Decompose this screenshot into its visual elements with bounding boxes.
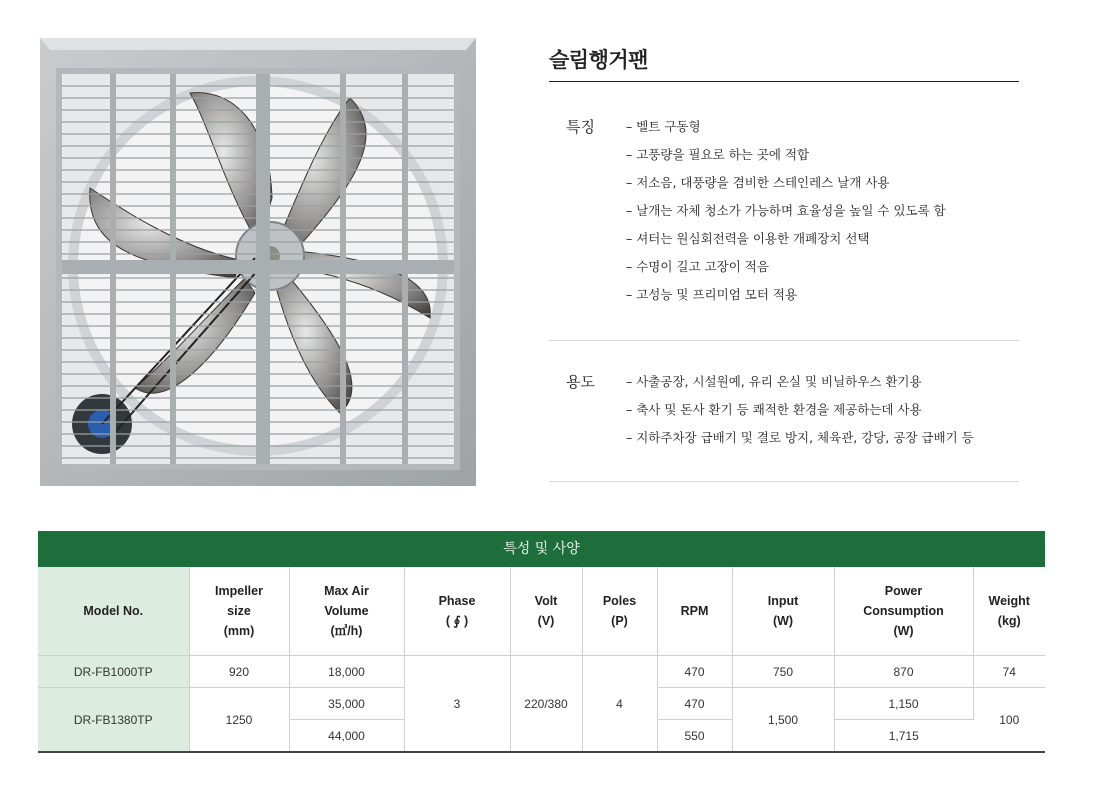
- header-rpm: RPM: [657, 567, 732, 656]
- cell-input: 750: [732, 656, 834, 688]
- table-row: [38, 656, 1045, 688]
- spec-table-title: 특성 및 사양: [38, 531, 1045, 567]
- usage-label: 용도: [566, 373, 595, 391]
- cell-input: 1,500: [732, 688, 834, 753]
- header-air-volume: Max Air Volume (㎥/h): [289, 567, 404, 656]
- section-divider: [549, 481, 1019, 482]
- cell-rpm: 550: [657, 720, 732, 753]
- header-weight: Weight (kg): [973, 567, 1045, 656]
- header-volt: Volt (V): [510, 567, 582, 656]
- cell-air-volume: 18,000: [289, 656, 404, 688]
- features-list: [626, 120, 946, 316]
- usage-list: [626, 375, 974, 459]
- feature-item: – 날개는 자체 청소가 가능하며 효율성을 높일 수 있도록 함: [626, 203, 946, 218]
- table-header-row: [38, 567, 1045, 656]
- feature-item: – 셔터는 원심회전력을 이용한 개폐장치 선택: [626, 231, 870, 246]
- cell-impeller: 1250: [189, 688, 289, 753]
- section-divider: [549, 340, 1019, 341]
- features-label: 특징: [566, 118, 595, 136]
- cell-model: DR-FB1380TP: [38, 688, 189, 753]
- cell-phase: 3: [404, 656, 510, 753]
- feature-item: – 수명이 길고 고장이 적음: [626, 259, 769, 274]
- cell-poles: 4: [582, 656, 657, 753]
- title-divider: [549, 81, 1019, 82]
- cell-air-volume: 35,000: [289, 688, 404, 720]
- cell-power: 1,715: [834, 720, 973, 753]
- header-impeller: Impeller size (mm): [189, 567, 289, 656]
- header-poles: Poles (P): [582, 567, 657, 656]
- product-title: 슬림행거팬: [549, 48, 648, 72]
- usage-item: – 지하주차장 급배기 및 결로 방지, 체육관, 강당, 공장 급배기 등: [626, 430, 974, 445]
- header-power: Power Consumption (W): [834, 567, 973, 656]
- product-image: [40, 38, 476, 486]
- feature-item: – 고성능 및 프리미엄 모터 적용: [626, 287, 798, 302]
- usage-item: – 축사 및 돈사 환기 등 쾌적한 환경을 제공하는데 사용: [626, 402, 922, 417]
- cell-rpm: 470: [657, 688, 732, 720]
- cell-impeller: 920: [189, 656, 289, 688]
- feature-item: – 고풍량을 필요로 하는 곳에 적합: [626, 147, 810, 162]
- feature-item: – 저소음, 대풍량을 겸비한 스테인레스 날개 사용: [626, 175, 890, 190]
- spec-table: [38, 567, 1045, 753]
- cell-weight: 100: [973, 688, 1045, 753]
- header-phase: Phase ( ∮ ): [404, 567, 510, 656]
- header-model: Model No.: [38, 567, 189, 656]
- cell-weight: 74: [973, 656, 1045, 688]
- feature-item: – 벨트 구동형: [626, 119, 701, 134]
- cell-power: 1,150: [834, 688, 973, 720]
- header-input: Input (W): [732, 567, 834, 656]
- cell-air-volume: 44,000: [289, 720, 404, 753]
- cell-model: DR-FB1000TP: [38, 656, 189, 688]
- cell-volt: 220/380: [510, 656, 582, 753]
- usage-item: – 사출공장, 시설원예, 유리 온실 및 비닐하우스 환기용: [626, 374, 922, 389]
- cell-rpm: 470: [657, 656, 732, 688]
- cell-power: 870: [834, 656, 973, 688]
